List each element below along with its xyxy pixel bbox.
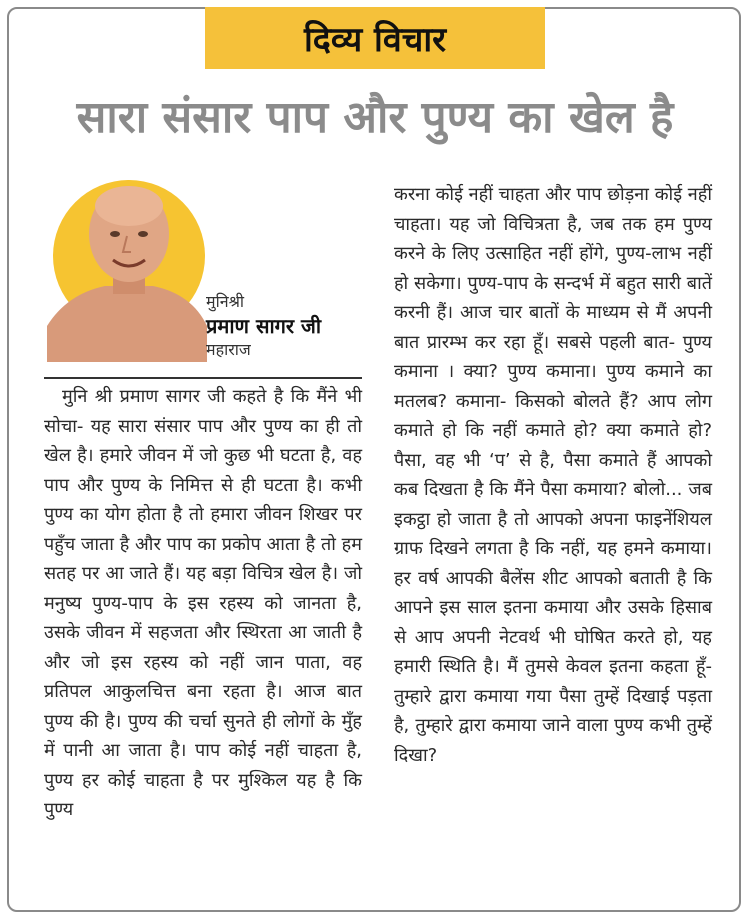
portrait-left-eye	[110, 231, 120, 237]
headline: सारा संसार पाप और पुण्य का खेल है	[76, 92, 674, 143]
byline-suffix: महाराज	[206, 340, 251, 359]
section-banner	[205, 7, 545, 69]
byline-name: प्रमाण सागर जी	[206, 314, 322, 338]
section-banner-label: दिव्य विचार	[303, 20, 447, 60]
portrait-forehead	[95, 186, 163, 226]
portrait-right-eye	[138, 231, 148, 237]
article-column-left: मुनि श्री प्रमाण सागर जी कहते है कि मैंने भी सोचा- यह सारा संसार पाप और पुण्य का ही तो खेल है। हमारे जीवन में जो कुछ भी घटता है, वह पाप और पुण्य के निमित्त से ही घटता है। कभी पुण्य का योग होता है तो हमारा जीवन शिखर पर पहुँच जाता है और पाप का प्रकोप आता है तो हम सतह पर आ जाते हैं। यह बड़ा विचित्र खेल है। जो मनुष्य पुण्य-पाप के इस रहस्य को जानता है, उसके जीवन में सहजता और स्थिरता आ जाती है और जो इस रहस्य को नहीं जान पाता, वह प्रतिपल आकुलचित्त बना रहता है। आज बात पुण्य की है। पुण्य की चर्चा सुनते ही लोगों के मुँह में पानी आ जाता है। पाप कोई नहीं चाहता है, पुण्य हर कोई चाहता है पर मुश्किल यह है कि पुण्य	[44, 386, 362, 820]
portrait-illustration	[47, 176, 207, 362]
author-byline	[206, 290, 321, 362]
column-divider-rule	[44, 377, 362, 379]
author-portrait	[47, 176, 207, 362]
byline-prefix: मुनिश्री	[206, 292, 245, 311]
article-column-right: करना कोई नहीं चाहता और पाप छोड़ना कोई नहीं चाहता। यह जो विचित्रता है, जब तक हम पुण्य करने के लिए उत्साहित नहीं होंगे, पुण्य-लाभ नहीं हो सकेगा। पुण्य-पाप के सन्दर्भ में बहुत सारी बातें करनी हैं। आज चार बातों के माध्यम से मैं अपनी बात प्रारम्भ कर रहा हूँ। सबसे पहली बात- पुण्य कमाना । क्या? पुण्य कमाना। पुण्य कमाने का मतलब? कमाना- किसको बोलते हैं? आप लोग कमाते हो कि नहीं कमाते हो? क्या कमाते हो? पैसा, वह भी ‘प’ से है, पैसा कमाते हैं आपको कब दिखता है कि मैंने पैसा कमाया? बोलो... जब इकट्ठा हो जाता है तो आपको अपना फाइनेंशियल ग्राफ दिखने लगता है कि नहीं, यह हमने कमाया। हर वर्ष आपकी बैलेंस शीट आपको बताती है कि आपने इस साल इतना कमाया और उसके हिसाब से आप अपनी नेटवर्थ भी घोषित करते हो, यह हमारी स्थिति है। मैं तुमसे केवल इतना कहता हूँ- तुम्हारे द्वारा कमाया गया पैसा तुम्हें दिखाई पड़ता है, तुम्हारे द्वारा कमाया जाने वाला पुण्य कभी तुम्हें दिखा?	[394, 184, 712, 766]
